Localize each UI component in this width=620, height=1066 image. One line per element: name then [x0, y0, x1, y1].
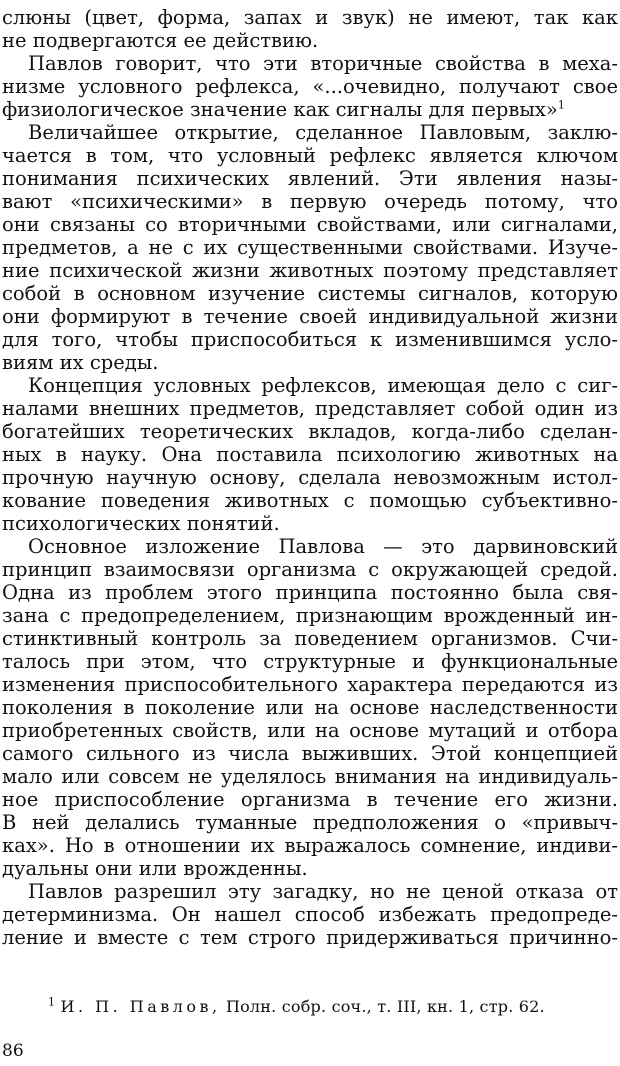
text-line: [2, 604, 618, 627]
text-line-content: прочную научную основу, сделала невозможным истол-: [2, 466, 618, 489]
text-line: [2, 765, 618, 788]
text-line-content: изменения приспособительного характера передаются из: [2, 673, 618, 696]
text-line-content: мало или совсем не уделялось внимания на индивидуаль-: [2, 765, 618, 788]
text-line: [2, 443, 618, 466]
text-line-content: физиологическое значение как сигналы для первых»: [2, 98, 558, 121]
text-line: [2, 719, 618, 742]
footnote-source: Полн. собр. соч., т. III, кн. 1, стр. 62.: [225, 997, 545, 1016]
text-line-content: для того, чтобы приспособиться к изменившимся усло-: [2, 328, 618, 351]
text-line-content: ное приспособление организма в течение его жизни.: [2, 788, 618, 811]
text-line: [2, 397, 618, 420]
text-line-content: ных в науку. Она поставила психологию животных на: [2, 443, 618, 466]
text-line-content: Концепция условных рефлексов, имеющая дело с сиг-: [28, 374, 618, 397]
text-line: [2, 190, 618, 213]
text-line: [2, 696, 618, 719]
text-line-content: богатейших теоретических вкладов, когда-либо сделан-: [2, 420, 618, 443]
text-line-content: В ней делались туманные предположения о «привыч-: [2, 811, 618, 834]
text-line: [2, 512, 618, 535]
text-line-content: кование поведения животных с помощью субъективно-: [2, 489, 618, 512]
text-line-content: ках». Но в отношении их выражалось сомнение, индиви-: [2, 834, 618, 857]
text-line: [2, 880, 618, 903]
text-line-content: самого сильного из числа выживших. Этой концепцией: [2, 742, 618, 765]
text-line-content: детерминизма. Он нашел способ избежать предопреде-: [2, 903, 618, 926]
text-line-content: они формируют в течение своей индивидуальной жизни: [2, 305, 618, 328]
text-line: [2, 558, 618, 581]
footnote-reference: 1: [557, 98, 565, 112]
text-line: [2, 52, 618, 75]
text-line: [2, 305, 618, 328]
text-line: [2, 535, 618, 558]
text-line: [2, 903, 618, 926]
text-line-content: ние психической жизни животных поэтому представляет: [2, 259, 618, 282]
text-line-content: вают «психическими» в первую очередь потому, что: [2, 190, 618, 213]
text-line-content: принцип взаимосвязи организма с окружающей средой.: [2, 558, 618, 581]
page-number: 86: [2, 1041, 24, 1061]
text-line: [2, 144, 618, 167]
text-line-content: чается в том, что условный рефлекс является ключом: [2, 144, 618, 167]
text-line-content: дуальны они или врожденны.: [2, 857, 308, 880]
text-line: [2, 489, 618, 512]
text-line-content: низме условного рефлекса, «...очевидно, получают свое: [2, 75, 618, 98]
text-line-content: зана с предопределением, признающим врожденный ин-: [2, 604, 618, 627]
text-line: [2, 351, 618, 374]
text-line: [2, 75, 618, 98]
text-line-content: ление и вместе с тем строго придерживаться причинно-: [2, 926, 618, 949]
text-line: [2, 788, 618, 811]
text-line: [2, 650, 618, 673]
text-line-content: понимания психических явлений. Эти явления назы-: [2, 167, 618, 190]
text-line-content: талось при этом, что структурные и функциональные: [2, 650, 618, 673]
text-line-content: они связаны со вторичными свойствами, или сигналами,: [2, 213, 618, 236]
text-line: [2, 328, 618, 351]
text-line: [2, 420, 618, 443]
text-line: [2, 834, 618, 857]
text-line-content: собой в основном изучение системы сигналов, которую: [2, 282, 618, 305]
text-line-content: Основное изложение Павлова — это дарвиновский: [28, 535, 618, 558]
text-line-content: не подвергаются ее действию.: [2, 29, 319, 52]
text-line-content: предметов, а не с их существенными свойствами. Изуче-: [2, 236, 618, 259]
text-line-content: слюны (цвет, форма, запах и звук) не имеют, так как: [2, 6, 618, 29]
text-line-content: приобретенных свойств, или на основе мутаций и отбора: [2, 719, 618, 742]
text-line: [2, 282, 618, 305]
text-line: [2, 374, 618, 397]
text-line: [2, 857, 618, 880]
text-line: [2, 581, 618, 604]
footnote: [48, 996, 588, 1018]
text-line-content: Павлов разрешил эту загадку, но не ценой отказа от: [28, 880, 618, 903]
text-line-content: Одна из проблем этого принципа постоянно была свя-: [2, 581, 618, 604]
text-line: [2, 811, 618, 834]
text-line-content: психологических понятий.: [2, 512, 280, 535]
text-line-content: виям их среды.: [2, 351, 159, 374]
text-line: [2, 29, 618, 52]
text-line: [2, 6, 618, 29]
text-line-content: Павлов говорит, что эти вторичные свойства в меха-: [28, 52, 618, 75]
text-line-content: стинктивный контроль за поведением организмов. Счи-: [2, 627, 618, 650]
text-line: [2, 259, 618, 282]
text-line: [2, 121, 618, 144]
text-line: [2, 213, 618, 236]
text-line: [2, 236, 618, 259]
footnote-marker: 1: [48, 995, 56, 1009]
text-line-content: Величайшее открытие, сделанное Павловым, заклю-: [28, 121, 618, 144]
text-line-content: налами внешних предметов, представляет собой один из: [2, 397, 618, 420]
text-line: [2, 627, 618, 650]
text-line: [2, 167, 618, 190]
text-line-content: поколения в поколение или на основе наследственности: [2, 696, 618, 719]
text-line: [2, 742, 618, 765]
text-line: [2, 98, 618, 121]
footnote-author: И. П. Павлов,: [60, 997, 221, 1016]
text-line: [2, 673, 618, 696]
text-line: [2, 926, 618, 949]
body-text: [2, 6, 618, 949]
text-line: [2, 466, 618, 489]
